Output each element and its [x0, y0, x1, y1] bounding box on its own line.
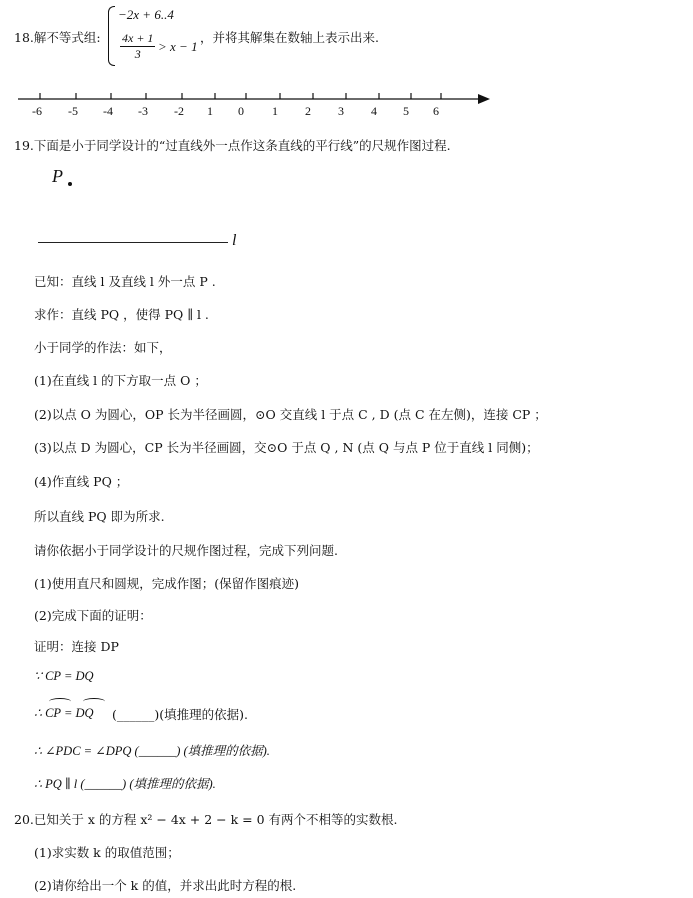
step-4: (4)作直线 PQ ； [34, 474, 129, 489]
line-l-label: l [232, 232, 237, 249]
part-1: (1)使用直尺和圆规，完成作图；(保留作图痕迹) [34, 576, 299, 591]
therefore-3: ∴ PQ ∥ l (______) (填推理的依据). [34, 777, 216, 791]
because-line: ∵ CP = DQ [34, 669, 94, 683]
inequality-1: −2x + 6..4 [118, 7, 174, 22]
q18-number: 18.解不等式组: [14, 30, 101, 45]
therefore-2: ∴ ∠PDC = ∠DPQ (______) (填推理的依据). [34, 744, 270, 758]
axis-tick-label: 3 [338, 104, 344, 118]
fraction-denominator: 3 [134, 47, 141, 61]
axis-tick-label: 4 [371, 104, 377, 118]
step-1: (1)在直线 l 的下方取一点 O ； [34, 373, 207, 388]
task-intro: 请你依据小于同学设计的尺规作图过程，完成下列问题. [34, 543, 338, 558]
inequality-2-rest: > x − 1 [158, 39, 198, 54]
fraction-numerator: 4x + 1 [122, 31, 154, 45]
axis-tick-label: -2 [174, 104, 184, 118]
arc-dq-icon [83, 698, 105, 705]
axis-tick-label: 1 [207, 104, 213, 118]
line-l [38, 242, 228, 243]
axis-tick-label: 2 [305, 104, 311, 118]
q19-title: 19.下面是小于同学设计的“过直线外一点作这条直线的平行线”的尺规作图过程. [14, 138, 451, 153]
axis-tick-label: 6 [433, 104, 439, 118]
axis-tick-label: 1 [272, 104, 278, 118]
method-intro: 小于同学的作法：如下， [34, 340, 172, 355]
q20-part-2: (2)请你给出一个 k 的值，并求出此时方程的根. [34, 878, 297, 893]
step-2: (2)以点 O 为圆心，OP 长为半径画圆，⊙O 交直线 l 于点 C , D (点 C 在左侧)，连接 CP ； [34, 407, 547, 422]
arc-cp-icon [49, 698, 71, 705]
therefore-1-tail: (______)(填推理的依据). [112, 707, 248, 722]
q20-part-1: (1)求实数 k 的取值范围； [34, 845, 180, 860]
point-p-dot [68, 182, 72, 186]
number-line-arrow-icon [478, 94, 490, 104]
therefore-1-math: ∴ CP = DQ [34, 706, 94, 720]
axis-tick-label: -3 [138, 104, 148, 118]
axis-tick-label: -4 [103, 104, 113, 118]
q18-instruction: ，并将其解集在数轴上表示出来. [200, 30, 379, 45]
axis-tick-label: 0 [238, 104, 244, 118]
axis-tick-label: -6 [32, 104, 42, 118]
given-text: 已知：直线 l 及直线 l 外一点 P . [34, 274, 216, 289]
step-3: (3)以点 D 为圆心，CP 长为半径画圆，交⊙O 于点 Q , N (点 Q 与点 P 位于直线 l 同侧)； [34, 440, 539, 455]
q20-title: 20.已知关于 x 的方程 x² − 4x + 2 − k = 0 有两个不相等的实数根. [14, 812, 398, 827]
axis-tick-label: -5 [68, 104, 78, 118]
point-p-label: P [52, 166, 63, 186]
conclusion: 所以直线 PQ 即为所求. [34, 509, 165, 524]
part-2: (2)完成下面的证明： [34, 608, 152, 623]
proof-start: 证明：连接 DP [34, 639, 119, 654]
find-text: 求作：直线 PQ ，使得 PQ ∥ l . [34, 307, 209, 322]
axis-tick-label: 5 [403, 104, 409, 118]
